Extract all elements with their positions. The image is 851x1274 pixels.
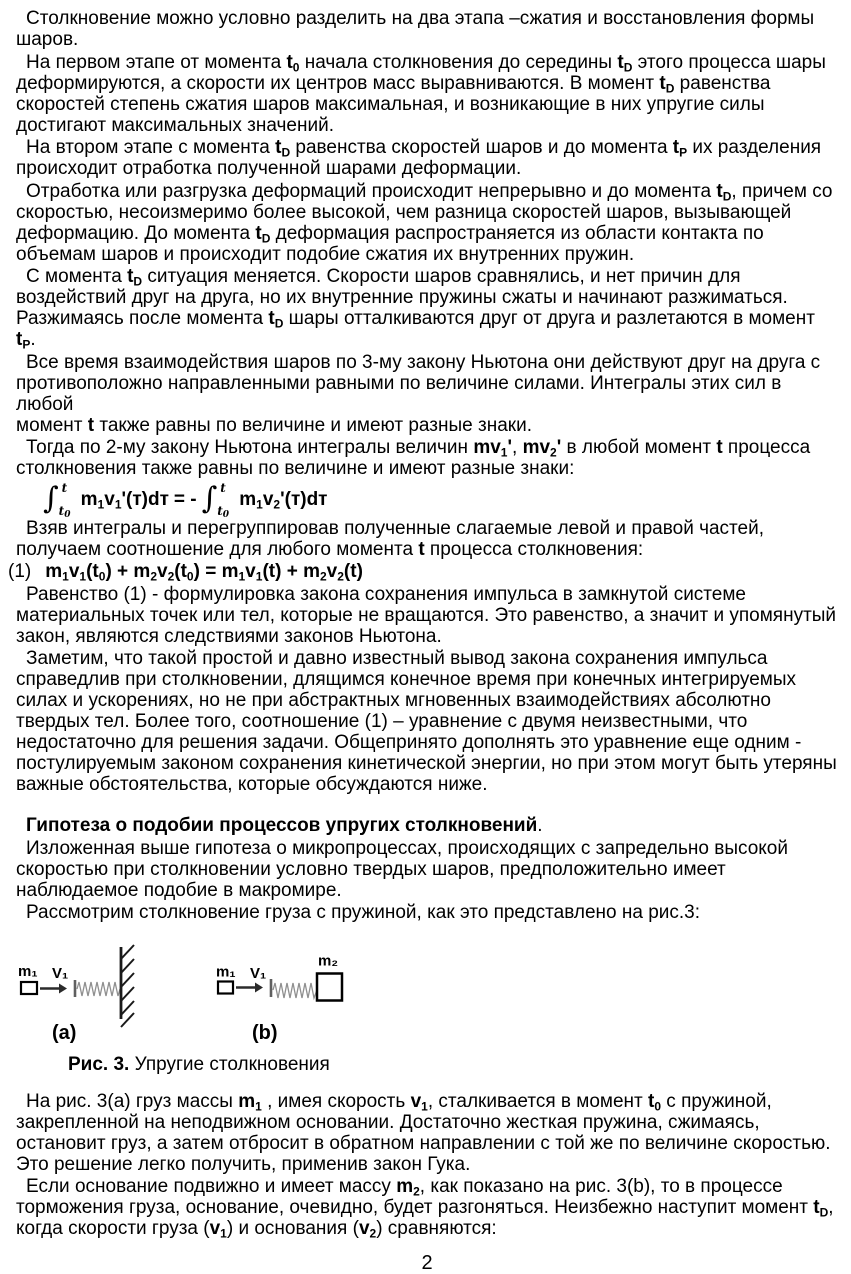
paragraph-11: Изложенная выше гипотеза о микропроцессах, происходящих с запредельно высокой скоростью при столкновении условно твердых шаров, предположительно имеет наблюдаемое подобие в макромире.: [16, 837, 788, 901]
mass1-box: [21, 982, 37, 994]
mass1-box: [218, 981, 233, 993]
mass2-box: [317, 973, 342, 1000]
integral-limits: [217, 481, 232, 518]
integral-lhs: $m_1v_1'(т)dт$: [80, 488, 169, 511]
page-number: 2: [421, 1252, 433, 1274]
paragraph-4: Отработка или разгрузка деформаций происходит непрерывно и до момента $t_D$, причем со скоростью, несоизмеримо более высокой, чем разница скоростей шаров, вызывающей деформацию. До момента $t_D$ деформация распространяется из области контакта по объемам шаров и происходит подобие сжатия их внутренних пружин.: [16, 180, 833, 265]
paragraph-3: На втором этапе с момента $t_D$ равенства скоростей шаров и до момента $t_P$ их разделения происходит отработка полученной шарами деформации.: [16, 137, 822, 179]
equals-sign: = -: [173, 488, 197, 510]
integral-limits: [59, 481, 74, 518]
velocity-arrowhead: [255, 982, 263, 992]
momentum-equation-1: [8, 561, 838, 582]
paragraph-2: На первом этапе от момента $t_0$ начала столкновения до середины $t_D$ этого процесса шары деформируются, а скорости их центров масс выравниваются. В момент $t_D$ равенства скоростей степень сжатия шаров максимальная, и возникающие в них упругие силы достигают максимальных значений.: [16, 51, 826, 136]
paragraph-10: Заметим, что такой простой и давно известный вывод закона сохранения импульса справедлив при столкновении, длящимся конечное время при конечных интегрируемых силах и ускорениях, но не при абстрактных мгновенных взаимодействиях абсолютно твердых тел. Более того, соотношение (1) – уравнение с двумя неизвестными, что недостаточно для решения задачи. Общепринято дополнять это уравнение еще одним - постулируемым законом сохранения кинетической энергии, но при этом могут быть утеряны важные обстоятельства, которые обсуждаются ниже.: [16, 648, 837, 795]
spring-icon: [273, 983, 317, 998]
paragraph-9: Равенство (1) - формулировка закона сохранения импульса в замкнутой системе материальных точек или тел, которые не вращаются. Это равенство, а значит и упомянутый закон, являются следствиями законов Ньютона.: [16, 583, 837, 647]
integral-sign-right: [202, 481, 233, 518]
velocity-arrowhead: [59, 983, 67, 993]
velocity1-label: V₁: [250, 964, 267, 982]
mass1-label: m₁: [18, 962, 38, 980]
paragraph-12: Рассмотрим столкновение груза с пружиной, как это представлено на рис.3:: [26, 902, 701, 923]
wall-hatching: [121, 945, 134, 1027]
equation-number: (1): [8, 561, 32, 582]
paragraph-7: Тогда по 2-му закону Ньютона интегралы величин $mv_1'$, $mv_2'$ в любой момент t процесса столкновения также равны по величине и имеют разные знаки:: [16, 437, 811, 479]
paragraph-1: Столкновение можно условно разделить на два этапа –сжатия и восстановления формы шаров.: [16, 8, 815, 50]
integral-rhs: $m_1v_2'(т)dт$: [239, 488, 328, 511]
integral-lower-limit: $t_0$: [58, 503, 71, 520]
integral-upper-limit: t: [61, 480, 68, 495]
paragraph-6: Все время взаимодействия шаров по 3-му закону Ньютона они действуют друг на друга с противоположно направленными равными по величине силами. Интегралы этих сил в любой момент t также равны по величине и имеют разные знаки.: [16, 351, 821, 436]
spring-icon: [77, 982, 120, 996]
figure-3b-label: (b): [252, 1021, 278, 1044]
integral-glyph: ∫: [43, 481, 59, 516]
integral-glyph: ∫: [201, 481, 218, 516]
section-heading: Гипотеза о подобии процессов упругих столкновений.: [26, 815, 543, 836]
velocity1-label: V₁: [52, 964, 69, 982]
integral-upper-limit: t: [220, 480, 226, 495]
paragraph-8: Взяв интегралы и перегруппировав полученные слагаемые левой и правой частей, получаем соотношение для любого момента t процесса столкновения:: [16, 517, 765, 560]
figure-3-caption: Рис. 3. Упругие столкновения: [68, 1053, 330, 1075]
paragraph-13: На рис. 3(a) груз массы $m_1$ , имея скорость $v_1$, сталкивается в момент $t_0$ с пружиной, закрепленной на неподвижном основании. Достаточно жесткая пружина, сжимаясь, остановит груз, а затем отбросит в обратном направлении с той же по величине скоростью. Это решение легко получить, применив закон Гука.: [16, 1090, 831, 1175]
figure-3b-diagram: [215, 945, 353, 1007]
integral-sign-left: [43, 481, 74, 518]
equation-body: $m_1v_1(t_0) + m_2v_2(t_0) = m_1v_1(t) + m_2v_2(t)$: [45, 561, 363, 584]
figure-3a-label: (a): [52, 1021, 77, 1044]
integral-lower-limit: $t_0$: [217, 503, 230, 520]
paragraph-5: С момента $t_D$ ситуация меняется. Скорости шаров сравнялись, и нет причин для воздействий друг на друга, но их внутренние пружины сжаты и начинают разжиматься. Разжимаясь после момента $t_D$ шары отталкиваются друг от друга и разлетаются в момент $t_P$.: [16, 266, 815, 352]
figure-3a-diagram: [16, 945, 138, 1027]
mass2-label: m₂: [318, 952, 339, 969]
mass1-label: m₁: [216, 963, 236, 980]
integral-equation: [16, 481, 838, 518]
figure-3: [16, 925, 838, 1054]
paragraph-14: Если основание подвижно и имеет массу $m_2$, как показано на рис. 3(b), то в процессе торможения груза, основание, очевидно, будет разгоняться. Неизбежно наступит момент $t_D$, когда скорости груза $(v_1)$ и основания $(v_2)$ сравняются:: [16, 1176, 834, 1241]
